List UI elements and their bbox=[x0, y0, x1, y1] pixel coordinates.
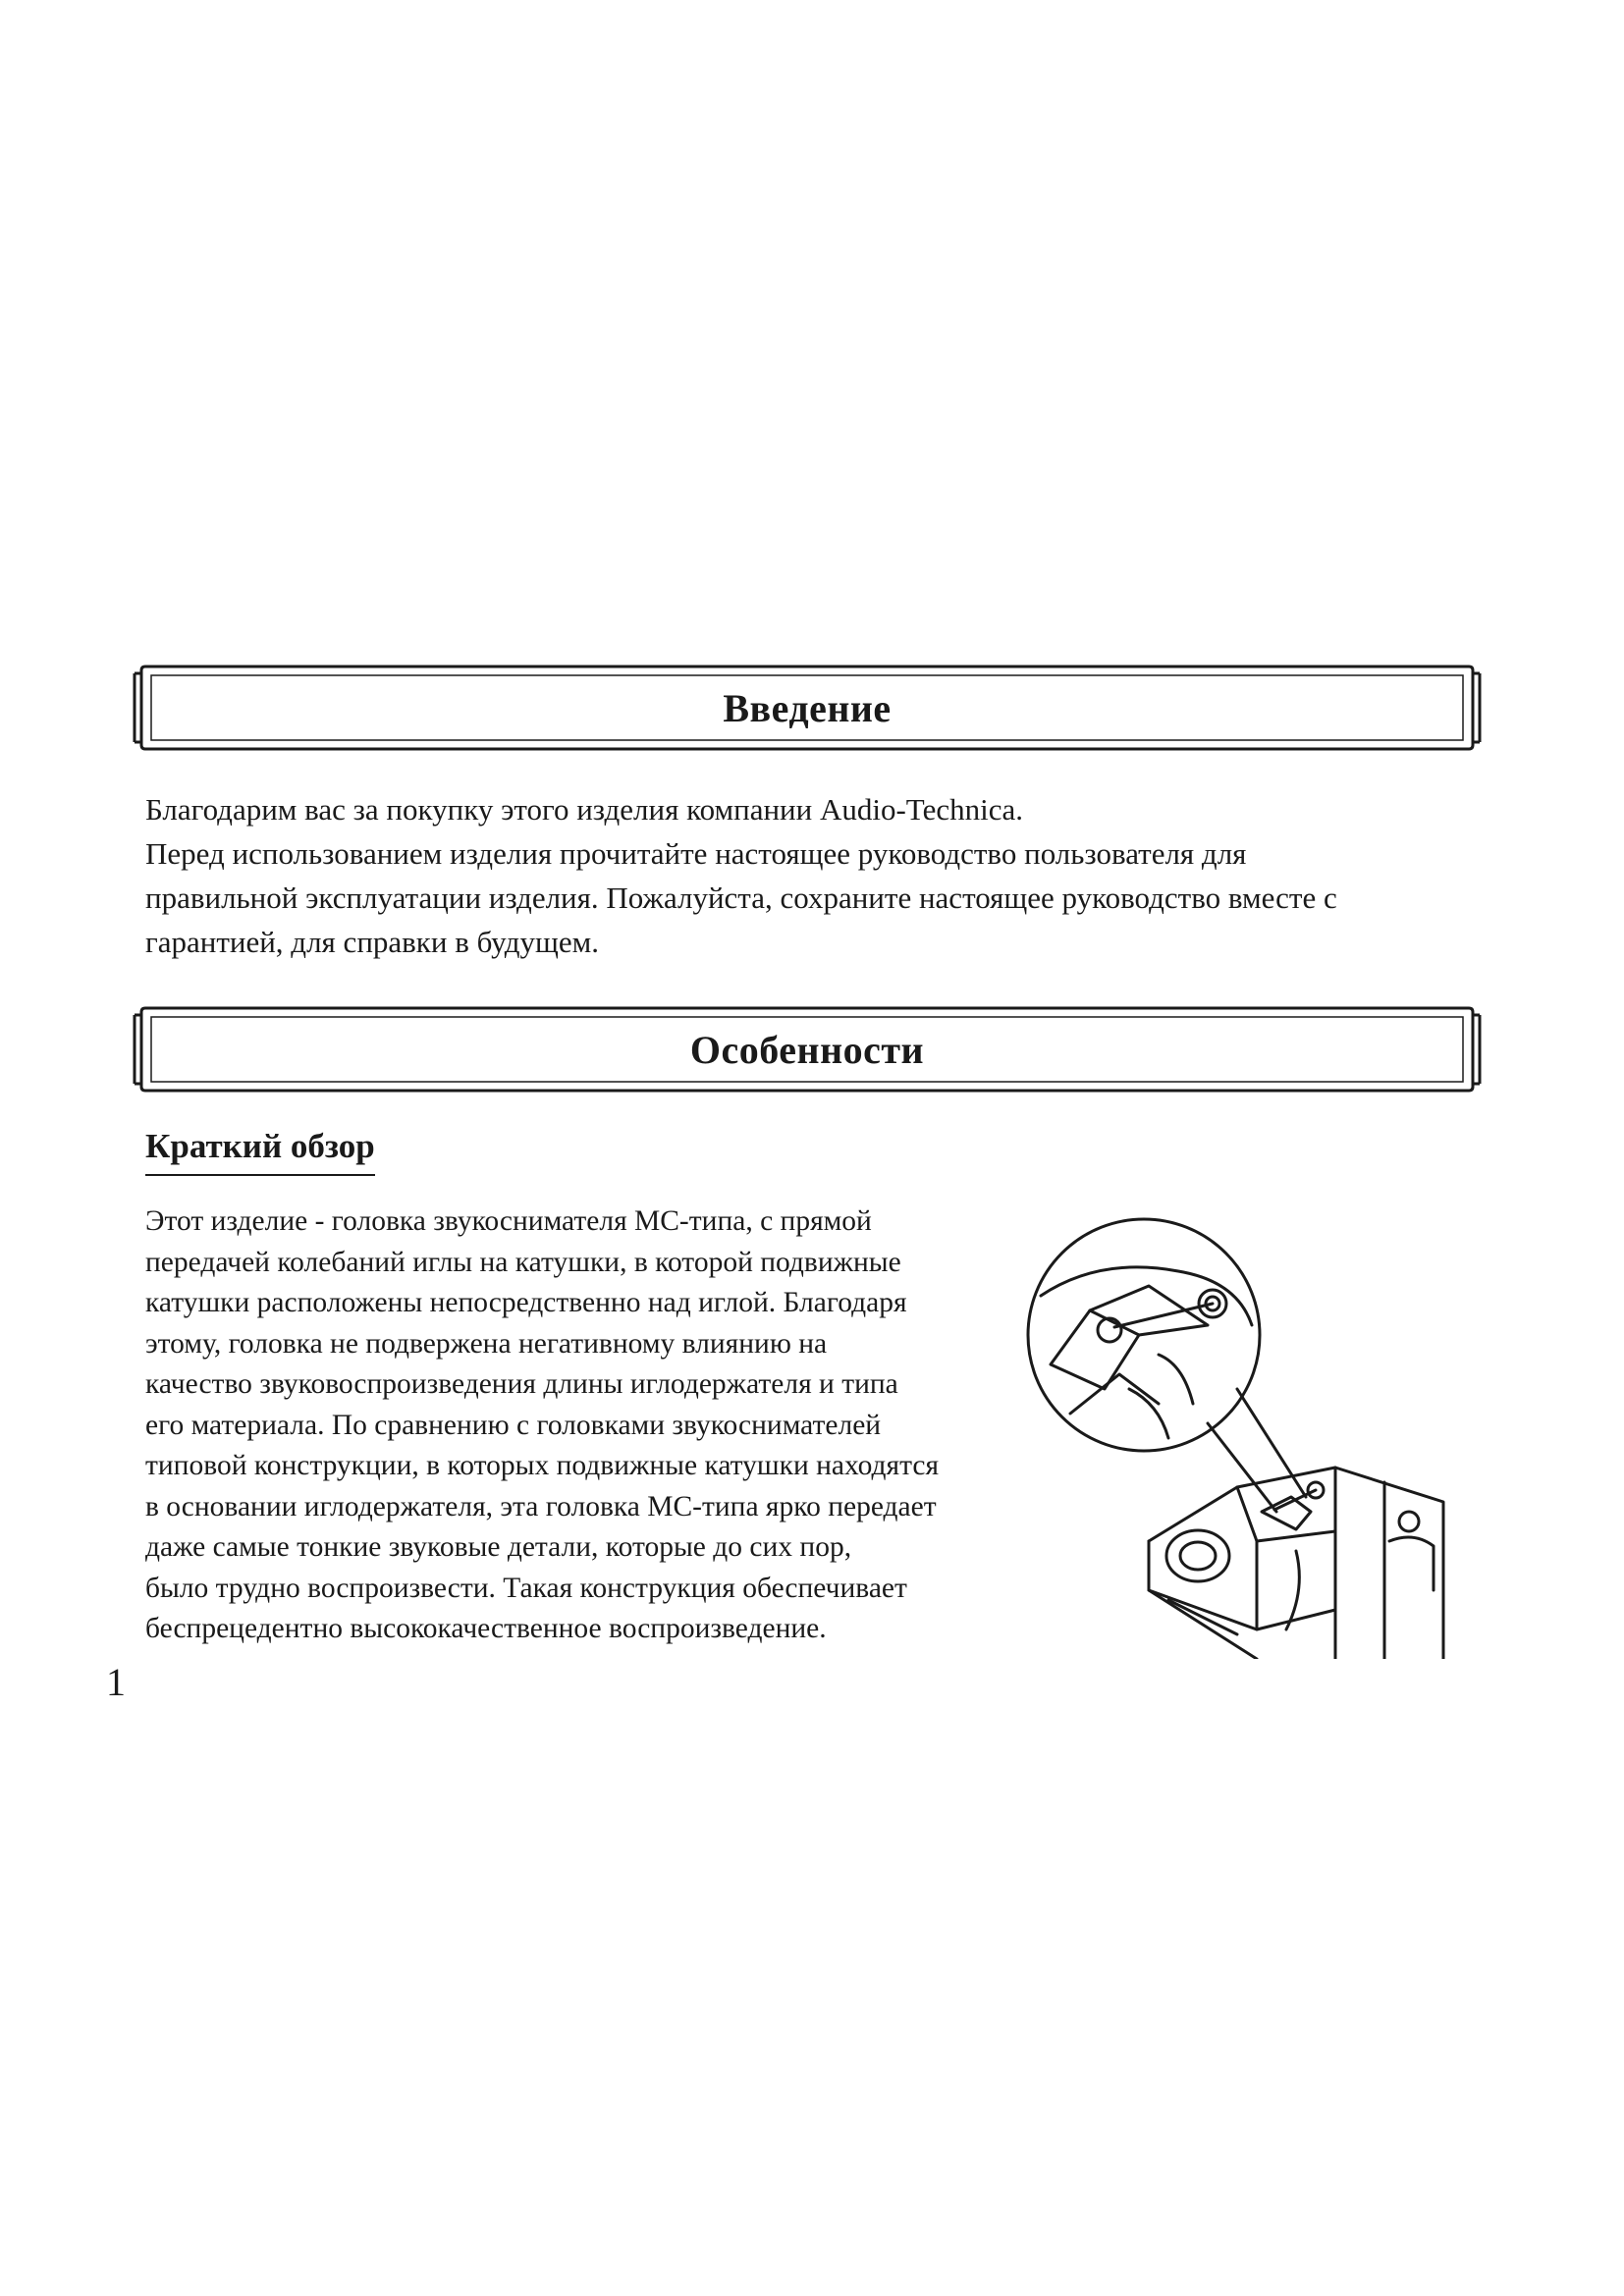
intro-paragraph bbox=[145, 787, 1481, 964]
intro-title: Введение bbox=[723, 685, 892, 730]
page-number: 1 bbox=[106, 1660, 126, 1704]
overview-line: качество звуковоспроизведения длины иглодержателя и типа bbox=[145, 1368, 898, 1400]
features-section-banner bbox=[132, 1005, 1483, 1094]
cartridge-illustration-icon bbox=[1011, 1217, 1483, 1659]
overview-line: Этот изделие - головка звукоснимателя МС-типа, с прямой bbox=[145, 1205, 872, 1237]
intro-line: Перед использованием изделия прочитайте настоящее руководство пользователя для bbox=[145, 836, 1247, 871]
overview-heading: Краткий обзор bbox=[145, 1127, 375, 1176]
overview-line: в основании иглодержателя, эта головка МС-типа ярко передает bbox=[145, 1490, 937, 1522]
overview-line: было трудно воспроизвести. Такая конструкция обеспечивает bbox=[145, 1572, 907, 1604]
intro-line: правильной эксплуатации изделия. Пожалуйста, сохраните настоящее руководство вместе с bbox=[145, 881, 1337, 915]
overview-line: катушки расположены непосредственно над иглой. Благодаря bbox=[145, 1287, 907, 1318]
features-title: Особенности bbox=[689, 1027, 925, 1072]
cartridge-illustration bbox=[1011, 1217, 1483, 1659]
overview-line: его материала. По сравнению с головками звукоснимателей bbox=[145, 1409, 882, 1441]
intro-line: гарантией, для справки в будущем. bbox=[145, 925, 600, 959]
overview-paragraph bbox=[145, 1201, 1009, 1650]
overview-line: типовой конструкции, в которых подвижные катушки находятся bbox=[145, 1450, 940, 1481]
overview-line: беспрецедентно высококачественное воспроизведение. bbox=[145, 1613, 827, 1644]
intro-section-banner bbox=[132, 664, 1483, 752]
overview-line: даже самые тонкие звуковые детали, которые до сих пор, bbox=[145, 1531, 852, 1563]
intro-line: Благодарим вас за покупку этого изделия компании Audio-Technica. bbox=[145, 792, 1023, 827]
overview-line: передачей колебаний иглы на катушки, в которой подвижные bbox=[145, 1246, 901, 1278]
overview-line: этому, головка не подвержена негативному влиянию на bbox=[145, 1327, 828, 1360]
